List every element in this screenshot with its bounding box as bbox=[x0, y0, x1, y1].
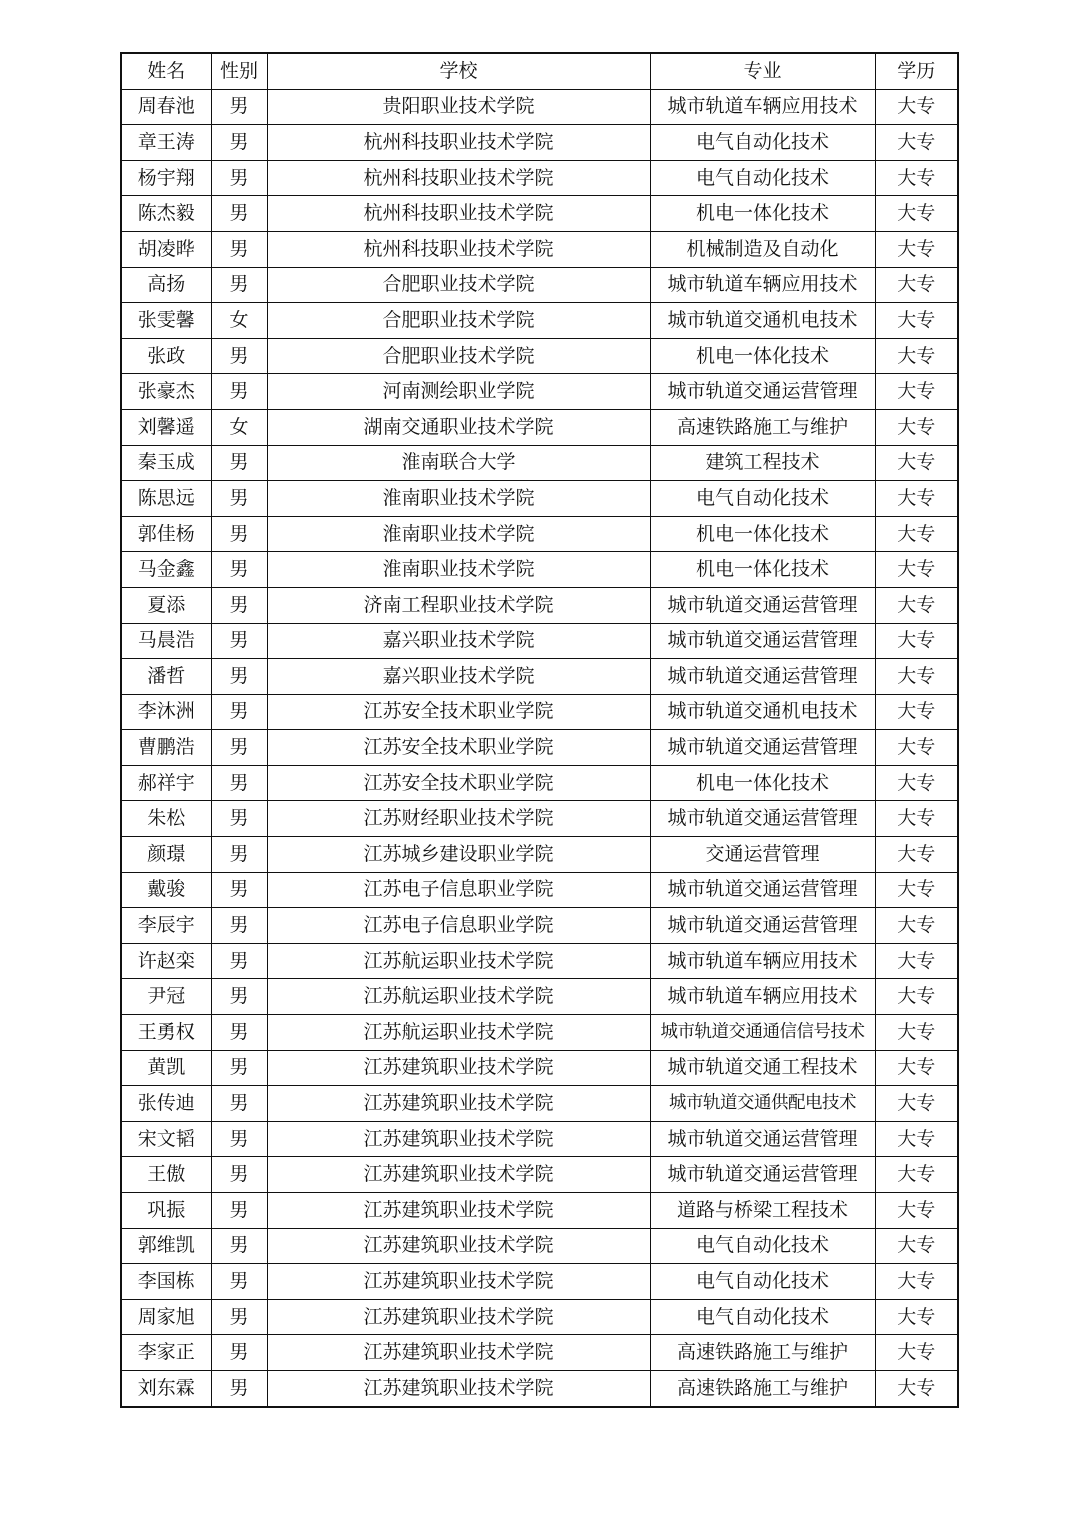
cell-gender: 女 bbox=[211, 409, 267, 445]
cell-education: 大专 bbox=[875, 445, 958, 481]
cell-major: 城市轨道交通运营管理 bbox=[650, 374, 875, 410]
cell-education: 大专 bbox=[875, 1335, 958, 1371]
header-education: 学历 bbox=[875, 53, 958, 89]
cell-gender: 男 bbox=[211, 730, 267, 766]
cell-name: 周家旭 bbox=[121, 1299, 211, 1335]
cell-education: 大专 bbox=[875, 694, 958, 730]
cell-gender: 男 bbox=[211, 481, 267, 517]
cell-major: 电气自动化技术 bbox=[650, 1228, 875, 1264]
table-row bbox=[121, 872, 958, 908]
cell-major: 机电一体化技术 bbox=[650, 552, 875, 588]
cell-major: 城市轨道交通运营管理 bbox=[650, 587, 875, 623]
cell-name: 郝祥宇 bbox=[121, 765, 211, 801]
cell-education: 大专 bbox=[875, 267, 958, 303]
table-row bbox=[121, 231, 958, 267]
cell-education: 大专 bbox=[875, 837, 958, 873]
cell-gender: 男 bbox=[211, 445, 267, 481]
cell-school: 江苏建筑职业技术学院 bbox=[267, 1193, 650, 1229]
cell-education: 大专 bbox=[875, 89, 958, 125]
cell-gender: 男 bbox=[211, 89, 267, 125]
table-row bbox=[121, 125, 958, 161]
cell-gender: 男 bbox=[211, 1228, 267, 1264]
cell-major: 机电一体化技术 bbox=[650, 765, 875, 801]
cell-gender: 男 bbox=[211, 1050, 267, 1086]
cell-name: 李家正 bbox=[121, 1335, 211, 1371]
cell-education: 大专 bbox=[875, 872, 958, 908]
cell-name: 张豪杰 bbox=[121, 374, 211, 410]
cell-name: 李国栋 bbox=[121, 1264, 211, 1300]
table-row bbox=[121, 516, 958, 552]
cell-gender: 男 bbox=[211, 1121, 267, 1157]
cell-education: 大专 bbox=[875, 1121, 958, 1157]
cell-education: 大专 bbox=[875, 516, 958, 552]
cell-education: 大专 bbox=[875, 1193, 958, 1229]
cell-education: 大专 bbox=[875, 908, 958, 944]
cell-major: 建筑工程技术 bbox=[650, 445, 875, 481]
cell-gender: 男 bbox=[211, 196, 267, 232]
table-row bbox=[121, 445, 958, 481]
cell-education: 大专 bbox=[875, 160, 958, 196]
cell-education: 大专 bbox=[875, 409, 958, 445]
cell-gender: 男 bbox=[211, 1193, 267, 1229]
cell-education: 大专 bbox=[875, 1299, 958, 1335]
cell-major: 机电一体化技术 bbox=[650, 516, 875, 552]
cell-school: 江苏建筑职业技术学院 bbox=[267, 1370, 650, 1406]
table-row bbox=[121, 730, 958, 766]
cell-gender: 男 bbox=[211, 1086, 267, 1122]
cell-school: 江苏建筑职业技术学院 bbox=[267, 1228, 650, 1264]
cell-school: 江苏财经职业技术学院 bbox=[267, 801, 650, 837]
cell-school: 江苏建筑职业技术学院 bbox=[267, 1264, 650, 1300]
cell-major: 城市轨道交通工程技术 bbox=[650, 1050, 875, 1086]
cell-name: 刘馨遥 bbox=[121, 409, 211, 445]
cell-major: 城市轨道交通运营管理 bbox=[650, 659, 875, 695]
cell-major: 城市轨道车辆应用技术 bbox=[650, 979, 875, 1015]
cell-major: 机械制造及自动化 bbox=[650, 231, 875, 267]
cell-name: 高扬 bbox=[121, 267, 211, 303]
cell-education: 大专 bbox=[875, 1264, 958, 1300]
cell-education: 大专 bbox=[875, 765, 958, 801]
cell-name: 张雯馨 bbox=[121, 303, 211, 339]
cell-name: 王傲 bbox=[121, 1157, 211, 1193]
header-school: 学校 bbox=[267, 53, 650, 89]
cell-name: 戴骏 bbox=[121, 872, 211, 908]
cell-school: 江苏建筑职业技术学院 bbox=[267, 1335, 650, 1371]
table-row bbox=[121, 409, 958, 445]
cell-education: 大专 bbox=[875, 1050, 958, 1086]
table-row bbox=[121, 694, 958, 730]
cell-gender: 女 bbox=[211, 303, 267, 339]
cell-school: 江苏建筑职业技术学院 bbox=[267, 1121, 650, 1157]
cell-school: 杭州科技职业技术学院 bbox=[267, 160, 650, 196]
cell-education: 大专 bbox=[875, 481, 958, 517]
cell-name: 夏添 bbox=[121, 587, 211, 623]
table-row bbox=[121, 1264, 958, 1300]
cell-gender: 男 bbox=[211, 267, 267, 303]
cell-major: 电气自动化技术 bbox=[650, 481, 875, 517]
cell-major: 城市轨道交通供配电技术 bbox=[650, 1086, 875, 1122]
cell-school: 江苏航运职业技术学院 bbox=[267, 943, 650, 979]
table-row bbox=[121, 196, 958, 232]
cell-gender: 男 bbox=[211, 231, 267, 267]
cell-gender: 男 bbox=[211, 872, 267, 908]
table-row bbox=[121, 303, 958, 339]
table-row bbox=[121, 338, 958, 374]
cell-name: 马晨浩 bbox=[121, 623, 211, 659]
cell-name: 李辰宇 bbox=[121, 908, 211, 944]
cell-school: 江苏建筑职业技术学院 bbox=[267, 1050, 650, 1086]
cell-gender: 男 bbox=[211, 1015, 267, 1051]
cell-gender: 男 bbox=[211, 694, 267, 730]
cell-gender: 男 bbox=[211, 979, 267, 1015]
cell-school: 江苏航运职业技术学院 bbox=[267, 1015, 650, 1051]
cell-gender: 男 bbox=[211, 1299, 267, 1335]
cell-major: 城市轨道交通运营管理 bbox=[650, 872, 875, 908]
cell-major: 电气自动化技术 bbox=[650, 1264, 875, 1300]
cell-major: 机电一体化技术 bbox=[650, 196, 875, 232]
cell-school: 合肥职业技术学院 bbox=[267, 303, 650, 339]
table-row bbox=[121, 1050, 958, 1086]
cell-gender: 男 bbox=[211, 552, 267, 588]
cell-major: 机电一体化技术 bbox=[650, 338, 875, 374]
cell-school: 江苏安全技术职业学院 bbox=[267, 694, 650, 730]
cell-major: 城市轨道交通运营管理 bbox=[650, 801, 875, 837]
cell-gender: 男 bbox=[211, 516, 267, 552]
cell-name: 朱松 bbox=[121, 801, 211, 837]
cell-gender: 男 bbox=[211, 837, 267, 873]
cell-school: 淮南职业技术学院 bbox=[267, 516, 650, 552]
cell-name: 许赵栾 bbox=[121, 943, 211, 979]
cell-education: 大专 bbox=[875, 338, 958, 374]
cell-name: 颜璟 bbox=[121, 837, 211, 873]
cell-major: 高速铁路施工与维护 bbox=[650, 1370, 875, 1406]
cell-major: 城市轨道交通机电技术 bbox=[650, 694, 875, 730]
cell-school: 合肥职业技术学院 bbox=[267, 267, 650, 303]
cell-gender: 男 bbox=[211, 338, 267, 374]
cell-name: 周春池 bbox=[121, 89, 211, 125]
cell-gender: 男 bbox=[211, 125, 267, 161]
cell-name: 杨宇翔 bbox=[121, 160, 211, 196]
table-row bbox=[121, 89, 958, 125]
cell-name: 秦玉成 bbox=[121, 445, 211, 481]
cell-school: 济南工程职业技术学院 bbox=[267, 587, 650, 623]
cell-education: 大专 bbox=[875, 730, 958, 766]
cell-major: 城市轨道交通通信信号技术 bbox=[650, 1015, 875, 1051]
cell-name: 郭维凯 bbox=[121, 1228, 211, 1264]
cell-education: 大专 bbox=[875, 1370, 958, 1406]
cell-major: 电气自动化技术 bbox=[650, 1299, 875, 1335]
table-row bbox=[121, 765, 958, 801]
cell-gender: 男 bbox=[211, 1370, 267, 1406]
cell-major: 城市轨道车辆应用技术 bbox=[650, 267, 875, 303]
cell-school: 江苏安全技术职业学院 bbox=[267, 765, 650, 801]
cell-school: 河南测绘职业学院 bbox=[267, 374, 650, 410]
cell-name: 陈杰毅 bbox=[121, 196, 211, 232]
cell-name: 陈思远 bbox=[121, 481, 211, 517]
cell-gender: 男 bbox=[211, 765, 267, 801]
cell-gender: 男 bbox=[211, 1264, 267, 1300]
table-row bbox=[121, 1015, 958, 1051]
cell-school: 江苏航运职业技术学院 bbox=[267, 979, 650, 1015]
cell-name: 巩振 bbox=[121, 1193, 211, 1229]
table-body bbox=[121, 89, 958, 1406]
cell-name: 曹鹏浩 bbox=[121, 730, 211, 766]
table-row bbox=[121, 1086, 958, 1122]
table-row bbox=[121, 979, 958, 1015]
table-row bbox=[121, 1228, 958, 1264]
cell-education: 大专 bbox=[875, 552, 958, 588]
cell-gender: 男 bbox=[211, 1157, 267, 1193]
cell-school: 江苏建筑职业技术学院 bbox=[267, 1157, 650, 1193]
cell-major: 高速铁路施工与维护 bbox=[650, 409, 875, 445]
cell-education: 大专 bbox=[875, 1015, 958, 1051]
header-name: 姓名 bbox=[121, 53, 211, 89]
cell-education: 大专 bbox=[875, 659, 958, 695]
cell-gender: 男 bbox=[211, 374, 267, 410]
student-roster-table bbox=[120, 52, 959, 1408]
cell-major: 城市轨道交通运营管理 bbox=[650, 1157, 875, 1193]
cell-name: 郭佳杨 bbox=[121, 516, 211, 552]
cell-education: 大专 bbox=[875, 801, 958, 837]
cell-school: 江苏安全技术职业学院 bbox=[267, 730, 650, 766]
cell-school: 淮南职业技术学院 bbox=[267, 552, 650, 588]
cell-gender: 男 bbox=[211, 160, 267, 196]
cell-name: 胡凌晔 bbox=[121, 231, 211, 267]
cell-education: 大专 bbox=[875, 303, 958, 339]
cell-gender: 男 bbox=[211, 623, 267, 659]
cell-gender: 男 bbox=[211, 587, 267, 623]
cell-school: 江苏电子信息职业学院 bbox=[267, 872, 650, 908]
cell-name: 张政 bbox=[121, 338, 211, 374]
cell-school: 江苏电子信息职业学院 bbox=[267, 908, 650, 944]
cell-education: 大专 bbox=[875, 623, 958, 659]
cell-school: 杭州科技职业技术学院 bbox=[267, 125, 650, 161]
table-row bbox=[121, 1299, 958, 1335]
cell-school: 淮南联合大学 bbox=[267, 445, 650, 481]
table-row bbox=[121, 801, 958, 837]
cell-school: 江苏建筑职业技术学院 bbox=[267, 1086, 650, 1122]
table-row bbox=[121, 267, 958, 303]
cell-name: 王勇权 bbox=[121, 1015, 211, 1051]
table-row bbox=[121, 943, 958, 979]
cell-major: 电气自动化技术 bbox=[650, 125, 875, 161]
cell-name: 宋文韬 bbox=[121, 1121, 211, 1157]
table-row bbox=[121, 837, 958, 873]
cell-education: 大专 bbox=[875, 587, 958, 623]
table-row bbox=[121, 552, 958, 588]
table-row bbox=[121, 623, 958, 659]
cell-school: 杭州科技职业技术学院 bbox=[267, 231, 650, 267]
cell-major: 城市轨道交通运营管理 bbox=[650, 730, 875, 766]
cell-education: 大专 bbox=[875, 979, 958, 1015]
header-gender: 性别 bbox=[211, 53, 267, 89]
cell-education: 大专 bbox=[875, 1157, 958, 1193]
cell-major: 城市轨道交通运营管理 bbox=[650, 623, 875, 659]
cell-major: 城市轨道车辆应用技术 bbox=[650, 943, 875, 979]
cell-name: 尹冠 bbox=[121, 979, 211, 1015]
table-row bbox=[121, 1335, 958, 1371]
cell-school: 江苏建筑职业技术学院 bbox=[267, 1299, 650, 1335]
cell-education: 大专 bbox=[875, 231, 958, 267]
table-row bbox=[121, 1193, 958, 1229]
cell-name: 章王涛 bbox=[121, 125, 211, 161]
cell-education: 大专 bbox=[875, 196, 958, 232]
cell-school: 杭州科技职业技术学院 bbox=[267, 196, 650, 232]
cell-name: 马金鑫 bbox=[121, 552, 211, 588]
cell-major: 城市轨道交通运营管理 bbox=[650, 908, 875, 944]
cell-major: 交通运营管理 bbox=[650, 837, 875, 873]
cell-major: 城市轨道交通运营管理 bbox=[650, 1121, 875, 1157]
header-major: 专业 bbox=[650, 53, 875, 89]
cell-name: 张传迪 bbox=[121, 1086, 211, 1122]
cell-school: 合肥职业技术学院 bbox=[267, 338, 650, 374]
cell-name: 黄凯 bbox=[121, 1050, 211, 1086]
cell-school: 淮南职业技术学院 bbox=[267, 481, 650, 517]
cell-gender: 男 bbox=[211, 1335, 267, 1371]
cell-school: 江苏城乡建设职业学院 bbox=[267, 837, 650, 873]
cell-school: 嘉兴职业技术学院 bbox=[267, 659, 650, 695]
cell-school: 嘉兴职业技术学院 bbox=[267, 623, 650, 659]
cell-education: 大专 bbox=[875, 374, 958, 410]
table-row bbox=[121, 659, 958, 695]
cell-name: 李沐洲 bbox=[121, 694, 211, 730]
table-row bbox=[121, 908, 958, 944]
table-row bbox=[121, 481, 958, 517]
table-row bbox=[121, 160, 958, 196]
cell-school: 贵阳职业技术学院 bbox=[267, 89, 650, 125]
cell-gender: 男 bbox=[211, 943, 267, 979]
cell-education: 大专 bbox=[875, 125, 958, 161]
cell-name: 潘哲 bbox=[121, 659, 211, 695]
table-row bbox=[121, 587, 958, 623]
cell-gender: 男 bbox=[211, 908, 267, 944]
cell-education: 大专 bbox=[875, 1086, 958, 1122]
cell-education: 大专 bbox=[875, 943, 958, 979]
cell-gender: 男 bbox=[211, 659, 267, 695]
table-row bbox=[121, 1157, 958, 1193]
cell-major: 道路与桥梁工程技术 bbox=[650, 1193, 875, 1229]
cell-name: 刘东霖 bbox=[121, 1370, 211, 1406]
cell-major: 城市轨道车辆应用技术 bbox=[650, 89, 875, 125]
cell-major: 电气自动化技术 bbox=[650, 160, 875, 196]
cell-major: 城市轨道交通机电技术 bbox=[650, 303, 875, 339]
cell-gender: 男 bbox=[211, 801, 267, 837]
table-row bbox=[121, 374, 958, 410]
cell-major: 高速铁路施工与维护 bbox=[650, 1335, 875, 1371]
table-row bbox=[121, 1370, 958, 1406]
table-row bbox=[121, 1121, 958, 1157]
cell-school: 湖南交通职业技术学院 bbox=[267, 409, 650, 445]
cell-education: 大专 bbox=[875, 1228, 958, 1264]
header-row bbox=[121, 53, 958, 89]
